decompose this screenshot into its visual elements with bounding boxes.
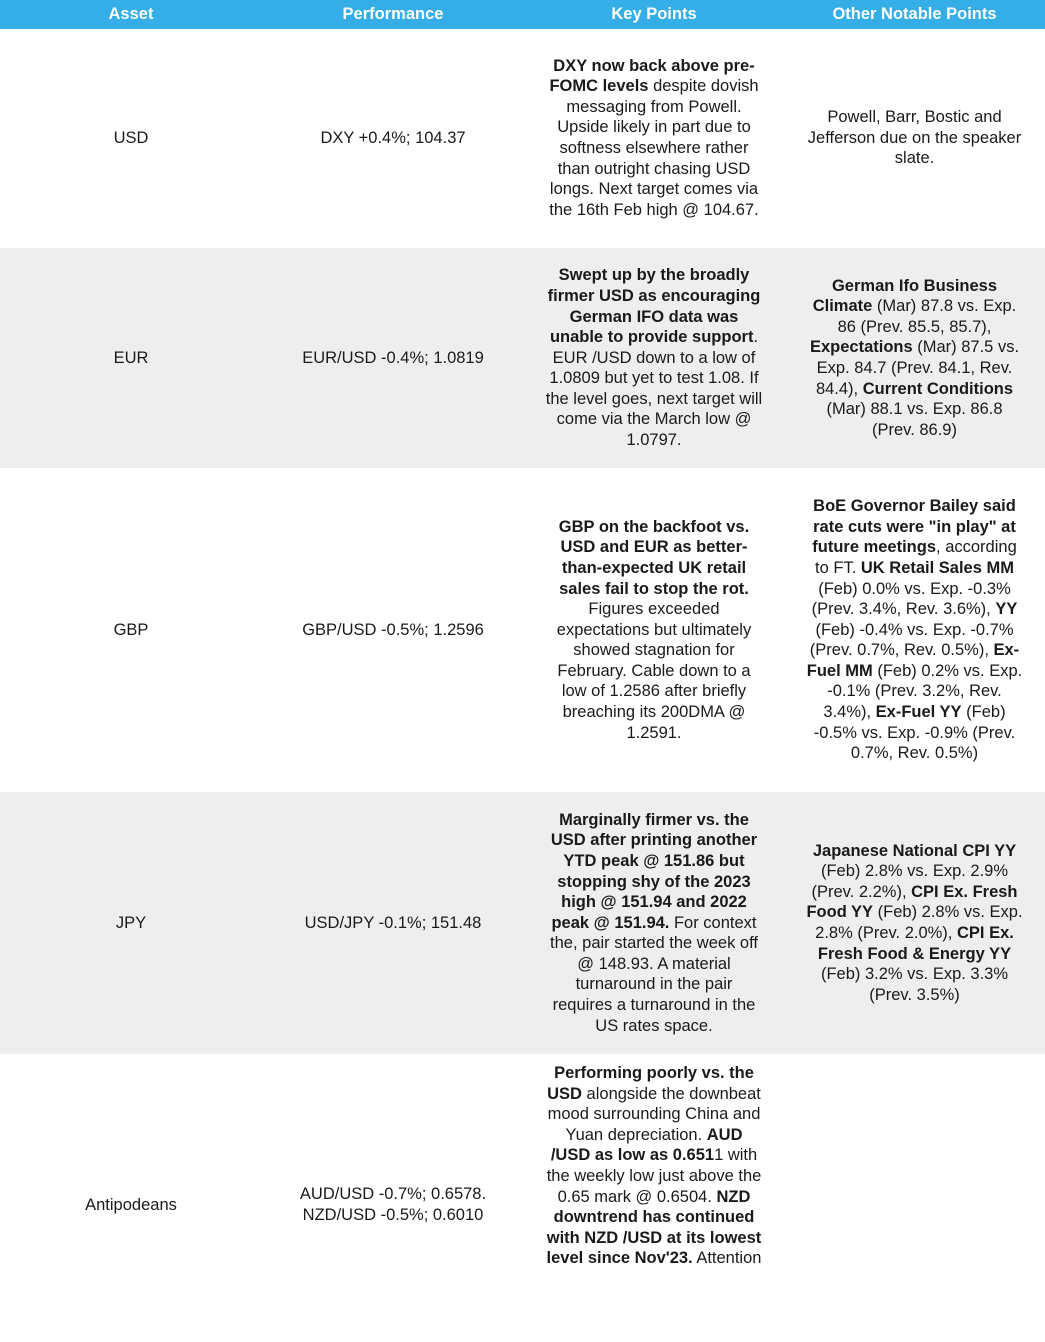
header-other-points: Other Notable Points <box>784 0 1045 29</box>
other-text: Powell, Barr, Bostic and Jefferson due on the speaker slate. <box>807 108 1022 168</box>
other-text: (Feb) 0.2% vs. Exp. -0.1% (Prev. 3.2%, Rev. 3.4%), <box>823 661 1023 722</box>
key-text: . EUR /USD down to a low of 1.0809 but yet to test 1.08. If the level goes, next target will come via the March low @ 1.0797. <box>545 328 763 450</box>
other-bold: BoE Governor Bailey said rate cuts were "in play" at future meetings <box>812 497 1016 557</box>
other-points-cell <box>784 469 1045 792</box>
table-row-gbp <box>0 469 1045 792</box>
key-points-cell <box>524 469 784 792</box>
other-text: (Feb) -0.4% vs. Exp. -0.7% (Prev. 0.7%, Rev. 0.5%), <box>809 620 1014 660</box>
table-row-usd <box>0 29 1045 248</box>
other-bold: UK Retail Sales MM <box>860 558 1014 577</box>
table-row-eur <box>0 248 1045 469</box>
header-performance: Performance <box>262 0 524 29</box>
key-bold: DXY now back above pre-FOMC levels <box>549 56 755 96</box>
key-points-cell <box>524 248 784 469</box>
performance-line: NZD/USD -0.5%; 0.6010 <box>302 1206 484 1224</box>
table-row-antipodeans <box>0 1055 1045 1342</box>
key-points-cell <box>524 1055 784 1342</box>
other-text: (Mar) 87.5 vs. Exp. 84.7 (Prev. 84.1, Rev. 84.4), <box>815 338 1020 398</box>
key-text: alongside the downbeat mood surrounding China and Yuan depreciation. <box>547 1084 761 1144</box>
header-row <box>0 0 1045 29</box>
key-bold: AUD /USD as low as 0.651 <box>550 1125 743 1165</box>
key-text: Attention <box>692 1249 762 1268</box>
key-points-cell <box>524 792 784 1055</box>
asset-cell: USD <box>0 29 262 248</box>
other-points-cell <box>784 1055 1045 1342</box>
key-bold: Marginally firmer vs. the USD after printing another YTD peak @ 151.86 but stopping shy of the 2023 high @ 151.94 and 2022 peak @ 151.94. <box>550 810 758 932</box>
other-bold: Japanese National CPI YY <box>812 841 1017 860</box>
asset-cell: GBP <box>0 469 262 792</box>
other-bold: YY <box>995 600 1018 619</box>
other-points-cell <box>784 29 1045 248</box>
performance-cell: GBP/USD -0.5%; 1.2596 <box>262 469 524 792</box>
key-bold: Swept up by the broadly firmer USD as encouraging German IFO data was unable to provide support <box>547 266 761 347</box>
key-points-cell <box>524 29 784 248</box>
other-bold: Ex-Fuel MM <box>806 641 1020 680</box>
other-text: , according to FT. <box>815 538 1017 577</box>
key-text: despite dovish messaging from Powell. Upside likely in part due to softness elsewhere rather than outright chasing USD longs. Next target comes via the 16th Feb high @ 104.67. <box>549 77 759 219</box>
table-row-jpy <box>0 792 1045 1055</box>
other-bold: Expectations <box>809 338 913 357</box>
other-text: (Feb) 2.8% vs. Exp. 2.8% (Prev. 2.0%), <box>815 903 1023 942</box>
other-bold: CPI Ex. Fresh Food YY <box>806 882 1018 922</box>
other-text: (Mar) 88.1 vs. Exp. 86.8 (Prev. 86.9) <box>826 400 1003 439</box>
other-points-cell <box>784 248 1045 469</box>
asset-cell: JPY <box>0 792 262 1055</box>
asset-cell: Antipodeans <box>0 1055 262 1342</box>
key-bold: GBP on the backfoot vs. USD and EUR as better-than-expected UK retail sales fail to stop the rot. <box>558 517 750 598</box>
key-bold: NZD downtrend has continued with NZD /USD at its lowest level since Nov'23. <box>546 1187 762 1268</box>
performance-cell: DXY +0.4%; 104.37 <box>262 29 524 248</box>
other-text: (Feb) 0.0% vs. Exp. -0.3% (Prev. 3.4%, Rev. 3.6%), <box>811 579 1011 619</box>
key-text: Figures exceeded expectations but ultimately showed stagnation for February. Cable down to a low of 1.2586 after briefly breaching its 200DMA @ 1.2591. <box>556 600 752 742</box>
other-bold: Ex-Fuel YY <box>875 703 962 722</box>
key-text: 1 with the weekly low just above the 0.65 mark @ 0.6504. <box>546 1146 762 1206</box>
performance-cell: USD/JPY -0.1%; 151.48 <box>262 792 524 1055</box>
other-bold: Current Conditions <box>862 379 1014 398</box>
other-text: (Feb) 3.2% vs. Exp. 3.3% (Prev. 3.5%) <box>820 965 1009 1004</box>
other-bold: CPI Ex. Fresh Food & Energy YY <box>817 924 1014 963</box>
key-bold: Performing poorly vs. the USD <box>547 1064 754 1103</box>
performance-cell: EUR/USD -0.4%; 1.0819 <box>262 248 524 469</box>
key-text: For context the, pair started the week off @ 148.93. A material turnaround in the pair requires a turnaround in the US rates space. <box>550 913 758 1035</box>
other-text: (Feb) -0.5% vs. Exp. -0.9% (Prev. 0.7%, Rev. 0.5%) <box>813 703 1016 763</box>
performance-cell <box>262 1055 524 1342</box>
asset-cell: EUR <box>0 248 262 469</box>
other-text: (Feb) 2.8% vs. Exp. 2.9% (Prev. 2.2%), <box>811 862 1009 901</box>
other-bold: German Ifo Business Climate <box>812 276 998 316</box>
performance-line: AUD/USD -0.7%; 0.6578. <box>299 1185 487 1204</box>
other-text: (Mar) 87.8 vs. Exp. 86 (Prev. 85.5, 85.7), <box>837 297 1017 336</box>
other-points-cell <box>784 792 1045 1055</box>
header-asset: Asset <box>0 0 262 29</box>
header-key-points: Key Points <box>524 0 784 29</box>
